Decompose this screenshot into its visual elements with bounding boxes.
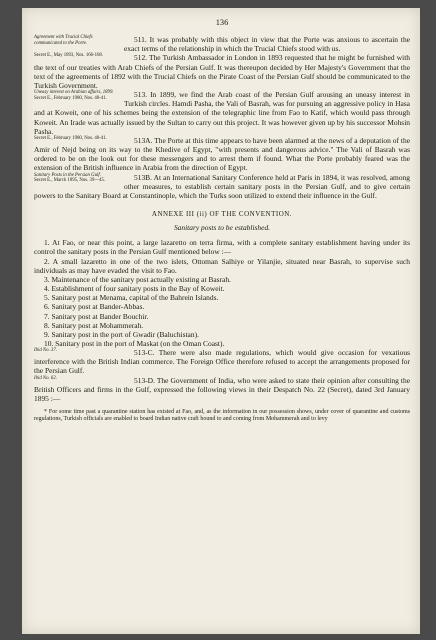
margin-note-513C-ref: Ibid No. 37. [34, 348, 57, 354]
paragraph-513 [34, 90, 410, 136]
margin-note-512 [34, 53, 118, 59]
sanitary-posts-list [34, 238, 410, 348]
list-item: 10. Sanitary post in the port of Maskat (on the Oman Coast). [44, 339, 225, 348]
paragraph-513A-text: 513A. The Porte at this time appears to have been alarmed at the news of a deputation of the Amir of Nejd being on its way to the Khedive of Egypt, "with presents and dangerous advice." The Vali of Basrah was ordered to be on the look out for these messengers and to arrest them if found. What the Porte probably feared was the extension of the British influence in Arabia from the direction of Egypt. [34, 135, 410, 173]
margin-note-513A-ref: Secret E., February 1900, Nos. 40-41. [34, 135, 107, 141]
paragraph-512-text: 512. The Turkish Ambassador in London in 1893 requested that he might be furnished with the text of our treaties with Arab Chiefs of the Persian Gulf. It was thereupon decided by Her Majesty's Government that the text of the agreements of 1892 with the Trucial Chiefs on the Pirate Coast of the Persian Gulf should be communicated to the Turkish Government. [34, 53, 410, 90]
paragraph-513B-text: 513B. At an International Sanitary Conference held at Paris in 1894, it was resolved, among other measures, to establish certain sanitary posts in the Persian Gulf, and to give certain powers to the Sanitary Board at Constantinople, which the Turks soon utilized to extend their influence in the Gulf. [34, 172, 410, 200]
list-item: 5. Sanitary post at Menama, capital of the Bahrein Islands. [44, 293, 219, 303]
margin-note-513B [34, 173, 118, 184]
list-item: 1. At Fao, or near this point, a large lazaretto on terra firma, with a complete sanitary establishment having under its control the sanitary posts in the Persian Gulf mentioned below :— [34, 238, 410, 257]
margin-note-512-ref: Secret E., May 1893, Nos. 166-168. [34, 53, 104, 59]
margin-note-513 [34, 90, 118, 101]
margin-note-513C [34, 348, 118, 354]
paragraph-513-text: 513. In 1899, we find the Arab coast of the Persian Gulf arousing an uneasy interest in Turkish circles. Hamdi Pasha, the Vali of Basrah, was for pursuing an aggressive policy in Hasa and at Koweit, one of his schemes being the extension of the telegraphic line from Fao to Katif, which would pass through Koweit. An Irade was actually issued by the Sultan to carry out this project. It was however given up by his successor Mohsin Pasha. [34, 90, 410, 136]
margin-note-513B-ref: Secret E., March 1895, Nos. 39—45. [34, 178, 106, 184]
margin-note-513D [34, 376, 118, 382]
paragraph-513D [34, 376, 410, 403]
margin-note-513B-title: Sanitary Posts in the Persian Gulf. [34, 172, 101, 178]
document-page [22, 8, 420, 634]
list-item: 8. Sanitary post at Mohammerah. [44, 320, 144, 330]
margin-note-513D-ref: Ibid No. 62. [34, 375, 57, 381]
annexe-heading: ANNEXE III (ii) OF THE CONVENTION. [151, 209, 293, 218]
list-item: 9. Sanitary post in the port of Gwadir (Baluchistan). [44, 329, 199, 339]
list-item: 4. Establishment of four sanitary posts in the Bay of Koweit. [44, 284, 225, 294]
paragraph-513B [34, 173, 410, 200]
page-number: 136 [215, 18, 229, 27]
paragraph-512 [34, 53, 410, 90]
paragraph-511-text: 511. It was probably with this object in view that the Porte was anxious to ascertain the exact terms of the relationship in which the Trucial Chiefs stood with us. [124, 35, 410, 54]
paragraph-511 [34, 35, 410, 53]
list-item: 2. A small lazaretto in one of the two islets, Ottoman Salhiye or Yilanjie, situated near Basrah, to supervise such individuals as may have evaded the visit to Fao. [34, 256, 410, 275]
paragraph-513C [34, 348, 410, 375]
paragraph-513A [34, 136, 410, 173]
list-item: 3. Maintenance of the sanitary post actually existing at Basrah. [44, 274, 231, 284]
margin-note-513-title: Uneasy interest on Arabian affairs, 1899. [34, 90, 114, 96]
page-content [34, 8, 410, 424]
margin-note-513-ref: Secret E., February 1900, Nos. 40-41. [34, 95, 107, 101]
margin-note-513A [34, 136, 118, 142]
list-item: 7. Sanitary post at Bander Bouchir. [44, 311, 149, 321]
paragraph-513D-text: 513-D. The Government of India, who were asked to state their opinion after consulting the British Officers and firms in the Gulf, expressed the following views in their Despatch No. 22 (Secret), dated 3rd January 1895 :— [34, 375, 410, 403]
paragraph-513C-text: 513-C. There were also made regulations, which would give occasion for vexatious interference with the British Indian commerce. The Foreign Office therefore refused to accept the arrangements proposed for the Persian Gulf. [34, 348, 410, 376]
margin-note-511: Agreement with Trucial Chiefs communicated to the Porte. [34, 35, 93, 46]
annexe-subheading: Sanitary posts to be established. [173, 223, 271, 233]
list-item: 6. Sanitary post at Bander-Abbas. [44, 302, 145, 312]
footnote: * For some time past a quarantine station has existed at Fao, and, as the information in our possession shows, under cover of quarantine and customs regulations, Turkish officials are enabled to board Indian native craft bound to and coming from Mohammerah and to levy [34, 409, 410, 423]
